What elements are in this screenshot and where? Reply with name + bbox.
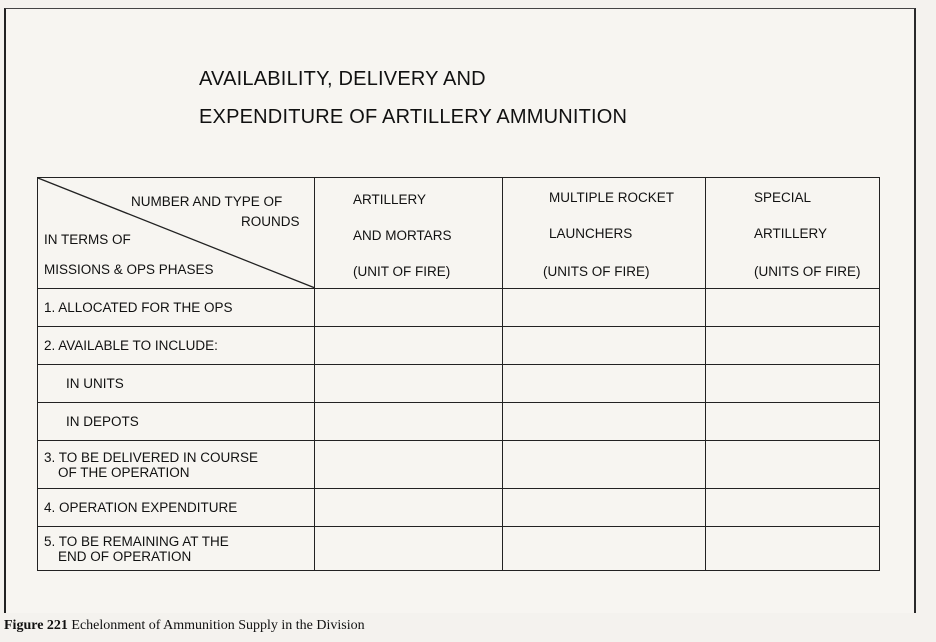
corner-bottom-line-1: IN TERMS OF: [44, 232, 131, 247]
column-header-line-1: MULTIPLE ROCKET: [549, 190, 675, 205]
table-cell: [503, 365, 706, 403]
column-header-special-artillery: [706, 178, 880, 289]
title-line-2: EXPENDITURE OF ARTILLERY AMMUNITION: [199, 106, 628, 128]
table-cell: [503, 527, 706, 571]
table-cell: [503, 327, 706, 365]
column-header-line-2: AND MORTARS: [353, 228, 452, 243]
corner-top-line-1: NUMBER AND TYPE OF: [131, 194, 283, 209]
row-label: [38, 441, 315, 489]
table-cell: [503, 489, 706, 527]
figure-caption: [4, 618, 365, 634]
column-header-line-3: (UNIT OF FIRE): [353, 264, 451, 279]
table-cell: [706, 289, 880, 327]
row-label: [38, 527, 315, 571]
row-label-line-1: 3. TO BE DELIVERED IN COURSE: [44, 449, 259, 465]
table-cell: [315, 365, 503, 403]
row-label: 1. ALLOCATED FOR THE OPS: [38, 289, 315, 327]
table-cell: [315, 527, 503, 571]
column-header-line-1: ARTILLERY: [353, 192, 427, 207]
table-cell: [706, 527, 880, 571]
table-cell: [706, 327, 880, 365]
table-cell: [706, 489, 880, 527]
table-row: [38, 527, 880, 571]
table-row: [38, 489, 880, 527]
column-header-line-2: LAUNCHERS: [549, 226, 633, 241]
table-cell: [706, 403, 880, 441]
table-cell: [315, 403, 503, 441]
column-header-rockets: [503, 178, 706, 289]
table-cell: [706, 441, 880, 489]
column-header-line-2: ARTILLERY: [754, 226, 828, 241]
table-cell: [315, 441, 503, 489]
table-row: [38, 289, 880, 327]
table-cell: [503, 441, 706, 489]
table-row: [38, 365, 880, 403]
table-row: [38, 441, 880, 489]
ammunition-table: [37, 177, 880, 571]
corner-header-cell: [38, 178, 315, 289]
column-header-artillery: [315, 178, 503, 289]
column-header-line-3: (UNITS OF FIRE): [543, 264, 650, 279]
row-label: IN DEPOTS: [38, 403, 315, 441]
table-cell: [315, 289, 503, 327]
corner-bottom-line-2: MISSIONS & OPS PHASES: [44, 262, 214, 277]
table-cell: [315, 327, 503, 365]
corner-top-line-2: ROUNDS: [241, 214, 300, 229]
figure-title: [199, 60, 627, 136]
row-label: 4. OPERATION EXPENDITURE: [38, 489, 315, 527]
row-label-line-2: OF THE OPERATION: [58, 464, 190, 480]
table-cell: [315, 489, 503, 527]
row-label-line-1: 5. TO BE REMAINING AT THE: [44, 533, 229, 549]
header-row: [38, 178, 880, 289]
figure-caption-text: Echelonment of Ammunition Supply in the Division: [71, 618, 365, 633]
table-row: [38, 327, 880, 365]
title-line-1: AVAILABILITY, DELIVERY AND: [199, 68, 486, 90]
row-label: 2. AVAILABLE TO INCLUDE:: [38, 327, 315, 365]
row-label-line-2: END OF OPERATION: [58, 548, 192, 564]
column-header-line-1: SPECIAL: [754, 190, 812, 205]
table-cell: [706, 365, 880, 403]
column-header-line-3: (UNITS OF FIRE): [754, 264, 861, 279]
table-cell: [503, 403, 706, 441]
table-cell: [503, 289, 706, 327]
figure-number: Figure 221: [4, 618, 68, 633]
row-label: IN UNITS: [38, 365, 315, 403]
table-row: [38, 403, 880, 441]
